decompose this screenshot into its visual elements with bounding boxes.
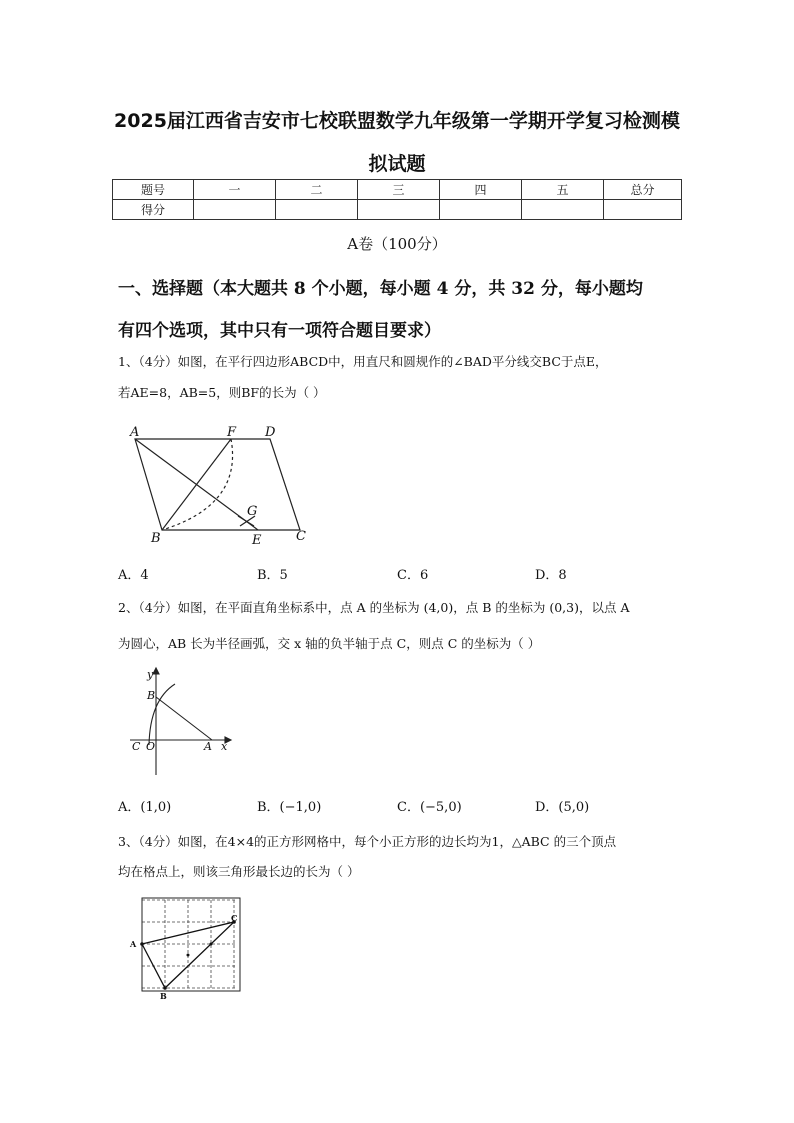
parallelogram-abcd [135,439,300,530]
label-f: F [227,425,237,440]
label-g: G [247,504,258,519]
q1-option-a[interactable]: A．4 [118,568,149,583]
label-b: B [147,689,156,702]
q1-text-line-1: 1、（4分）如图，在平行四边形ABCD中，用直尺和圆规作的∠BAD平分线交BC于点E， [118,354,608,369]
label-e: E [252,533,262,548]
q2-option-d[interactable]: D．(5,0) [535,800,590,815]
vertex-a [140,942,144,946]
header-cell: 总分 [604,180,682,200]
label-c: C [296,529,306,544]
header-cell: 五 [522,180,604,200]
section-a-title: A卷（100分） [347,235,447,253]
q2-option-b[interactable]: B．(−1,0) [257,800,322,815]
q2-option-a[interactable]: A．(1,0) [118,800,172,815]
row-label-cell: 得分 [113,200,194,220]
label-b: B [151,531,161,546]
q1-option-b[interactable]: B．5 [257,568,288,583]
score-cell [358,200,440,220]
score-cell [604,200,682,220]
score-cell [194,200,276,220]
score-table [112,179,682,220]
header-cell: 一 [194,180,276,200]
header-cell: 四 [440,180,522,200]
vertex-b [163,986,167,990]
segment-bf [162,439,231,530]
part1-heading-line-2: 有四个选项，其中只有一项符合题目要求） [118,321,441,341]
segment-ab [156,697,212,740]
score-cell [276,200,358,220]
label-y: y [147,668,154,681]
q2-option-c[interactable]: C．(−5,0) [397,800,462,815]
label-d: D [265,425,276,440]
grid-border [142,898,240,991]
q1-parallelogram-figure [125,420,320,550]
label-a: A [204,740,212,753]
score-cell [522,200,604,220]
title-line-2: 拟试题 [368,153,426,175]
q2-text-line-2: 为圆心，AB 长为半径画弧，交 x 轴的负半轴于点 C，则点 C 的坐标为（ ） [118,636,541,651]
q2-text-line-1: 2、（4分）如图，在平面直角坐标系中，点 A 的坐标为 (4,0)，点 B 的坐标为 (0,3)，以点 A [118,600,630,615]
q3-grid-figure [125,893,255,1023]
score-cell [440,200,522,220]
midpoint-dot [210,943,213,946]
q1-option-d[interactable]: D．8 [535,568,567,583]
q1-text-line-2: 若AE=8，AB=5，则BF的长为（ ） [118,385,326,400]
label-c: C [231,913,238,923]
q1-option-c[interactable]: C．6 [397,568,429,583]
midpoint-dot [187,954,190,957]
q3-text-line-1: 3、（4分）如图，在4×4的正方形网格中，每个小正方形的边长均为1，△ABC 的三个顶点 [118,834,617,849]
label-x: x [221,740,228,753]
score-table-header-row [113,180,682,200]
title-line-1: 2025届江西省吉安市七校联盟数学九年级第一学期开学复习检测模 [114,110,680,132]
part1-heading-line-1: 一、选择题（本大题共 8 个小题，每小题 4 分，共 32 分，每小题均 [118,279,643,299]
label-a: A [130,425,140,440]
y-axis-arrow [153,668,159,674]
q2-coordinate-figure [125,665,240,780]
header-cell: 题号 [113,180,194,200]
label-o: O [146,740,156,753]
label-a: A [130,939,137,949]
label-c: C [132,740,141,753]
score-table-score-row [113,200,682,220]
label-b: B [160,991,167,1001]
header-cell: 二 [276,180,358,200]
header-cell: 三 [358,180,440,200]
q3-text-line-2: 均在格点上，则该三角形最长边的长为（ ） [118,864,360,879]
